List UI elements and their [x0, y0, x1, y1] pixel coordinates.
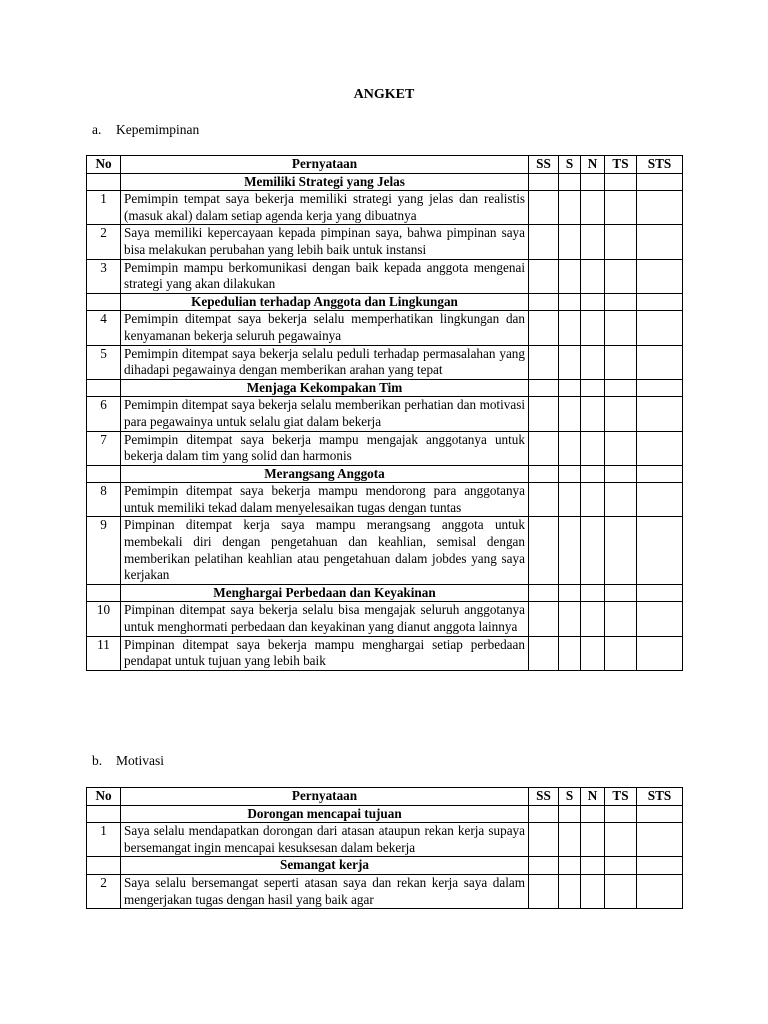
table-row	[87, 823, 683, 857]
answer-cell-sts[interactable]	[637, 483, 683, 517]
section-a-marker: a.	[92, 122, 102, 137]
answer-cell-ss[interactable]	[529, 517, 559, 584]
answer-cell-n[interactable]	[581, 431, 605, 465]
answer-cell-ts[interactable]	[605, 311, 637, 345]
answer-cell-n[interactable]	[581, 345, 605, 379]
group-row	[87, 465, 683, 483]
answer-cell-ss[interactable]	[529, 259, 559, 293]
statement-text: Pemimpin ditempat saya bekerja mampu mengajak anggotanya untuk bekerja dalam tim yang solid dan harmonis	[121, 431, 529, 465]
statement-text: Pemimpin ditempat saya bekerja mampu mendorong para anggotanya untuk memiliki tekad dalam menyelesaikan tugas dengan tuntas	[121, 483, 529, 517]
item-number: 2	[87, 874, 121, 908]
column-header-sts: STS	[637, 156, 683, 174]
answer-cell-sts[interactable]	[637, 191, 683, 225]
item-number: 1	[87, 191, 121, 225]
group-row	[87, 584, 683, 602]
questionnaire-table-kepemimpinan	[86, 155, 683, 671]
statement-text: Pemimpin mampu berkomunikasi dengan baik kepada anggota mengenai strategi yang akan dilakukan	[121, 259, 529, 293]
group-answer-cell	[559, 173, 581, 191]
group-answer-cell	[559, 293, 581, 311]
answer-cell-sts[interactable]	[637, 602, 683, 636]
answer-cell-sts[interactable]	[637, 345, 683, 379]
item-number: 11	[87, 636, 121, 670]
group-answer-cell	[605, 465, 637, 483]
answer-cell-sts[interactable]	[637, 517, 683, 584]
answer-cell-s[interactable]	[559, 431, 581, 465]
answer-cell-ss[interactable]	[529, 431, 559, 465]
group-row	[87, 173, 683, 191]
answer-cell-s[interactable]	[559, 259, 581, 293]
group-number-cell	[87, 293, 121, 311]
answer-cell-n[interactable]	[581, 259, 605, 293]
column-header-n: N	[581, 156, 605, 174]
group-answer-cell	[637, 584, 683, 602]
statement-text: Pimpinan ditempat saya bekerja selalu bisa mengajak seluruh anggotanya untuk menghormati perbedaan dan keyakinan yang dianut anggota lainnya	[121, 602, 529, 636]
group-answer-cell	[605, 857, 637, 875]
group-title: Kepedulian terhadap Anggota dan Lingkungan	[121, 293, 529, 311]
group-answer-cell	[637, 379, 683, 397]
table-row	[87, 191, 683, 225]
group-row	[87, 293, 683, 311]
group-answer-cell	[605, 805, 637, 823]
column-header-statement: Pernyataan	[121, 156, 529, 174]
answer-cell-n[interactable]	[581, 225, 605, 259]
group-number-cell	[87, 465, 121, 483]
section-b-label	[92, 753, 164, 769]
table-row	[87, 345, 683, 379]
answer-cell-s[interactable]	[559, 397, 581, 431]
group-number-cell	[87, 173, 121, 191]
group-title: Menjaga Kekompakan Tim	[121, 379, 529, 397]
table-row	[87, 397, 683, 431]
answer-cell-ss[interactable]	[529, 191, 559, 225]
table-row	[87, 259, 683, 293]
answer-cell-sts[interactable]	[637, 431, 683, 465]
group-answer-cell	[529, 173, 559, 191]
group-answer-cell	[581, 584, 605, 602]
group-answer-cell	[529, 379, 559, 397]
statement-text: Pimpinan ditempat kerja saya mampu merangsang anggota untuk membekali diri dengan pengetahuan dan keahlian, semisal dengan memberikan pelatihan keahlian atau pengetahuan dalam jobdes yang saya kerjakan	[121, 517, 529, 584]
group-answer-cell	[637, 173, 683, 191]
column-header-s: S	[559, 788, 581, 806]
group-answer-cell	[529, 857, 559, 875]
group-title: Dorongan mencapai tujuan	[121, 805, 529, 823]
group-answer-cell	[605, 584, 637, 602]
answer-cell-s[interactable]	[559, 483, 581, 517]
section-a-label	[92, 122, 199, 138]
answer-cell-ss[interactable]	[529, 483, 559, 517]
statement-text: Saya selalu bersemangat seperti atasan saya dan rekan kerja saya dalam mengerjakan tugas dengan hasil yang baik agar	[121, 874, 529, 908]
answer-cell-ts[interactable]	[605, 874, 637, 908]
answer-cell-s[interactable]	[559, 191, 581, 225]
group-answer-cell	[581, 173, 605, 191]
statement-text: Pemimpin ditempat saya bekerja selalu memperhatikan lingkungan dan kenyamanan bekerja seluruh pegawainya	[121, 311, 529, 345]
group-answer-cell	[559, 584, 581, 602]
statement-text: Saya memiliki kepercayaan kepada pimpinan saya, bahwa pimpinan saya bisa melakukan perubahan yang lebih baik untuk instansi	[121, 225, 529, 259]
column-header-statement: Pernyataan	[121, 788, 529, 806]
column-header-no: No	[87, 788, 121, 806]
group-title: Merangsang Anggota	[121, 465, 529, 483]
group-answer-cell	[605, 293, 637, 311]
answer-cell-s[interactable]	[559, 517, 581, 584]
column-header-ts: TS	[605, 788, 637, 806]
item-number: 3	[87, 259, 121, 293]
table-row	[87, 225, 683, 259]
group-number-cell	[87, 857, 121, 875]
item-number: 4	[87, 311, 121, 345]
answer-cell-ts[interactable]	[605, 191, 637, 225]
answer-cell-ss[interactable]	[529, 311, 559, 345]
column-header-n: N	[581, 788, 605, 806]
table-row	[87, 517, 683, 584]
answer-cell-sts[interactable]	[637, 823, 683, 857]
answer-cell-n[interactable]	[581, 517, 605, 584]
answer-cell-sts[interactable]	[637, 225, 683, 259]
group-answer-cell	[529, 465, 559, 483]
column-header-no: No	[87, 156, 121, 174]
item-number: 9	[87, 517, 121, 584]
answer-cell-ss[interactable]	[529, 602, 559, 636]
answer-cell-ts[interactable]	[605, 823, 637, 857]
answer-cell-n[interactable]	[581, 191, 605, 225]
answer-cell-s[interactable]	[559, 225, 581, 259]
answer-cell-n[interactable]	[581, 397, 605, 431]
group-title: Menghargai Perbedaan dan Keyakinan	[121, 584, 529, 602]
group-answer-cell	[637, 465, 683, 483]
answer-cell-sts[interactable]	[637, 397, 683, 431]
answer-cell-n[interactable]	[581, 636, 605, 670]
group-number-cell	[87, 584, 121, 602]
table-row	[87, 636, 683, 670]
column-header-sts: STS	[637, 788, 683, 806]
column-header-s: S	[559, 156, 581, 174]
item-number: 8	[87, 483, 121, 517]
column-header-ss: SS	[529, 788, 559, 806]
answer-cell-ts[interactable]	[605, 483, 637, 517]
group-answer-cell	[605, 379, 637, 397]
answer-cell-ss[interactable]	[529, 874, 559, 908]
group-row	[87, 805, 683, 823]
item-number: 1	[87, 823, 121, 857]
answer-cell-sts[interactable]	[637, 636, 683, 670]
column-header-ss: SS	[529, 156, 559, 174]
answer-cell-s[interactable]	[559, 311, 581, 345]
answer-cell-s[interactable]	[559, 602, 581, 636]
table-header-row	[87, 788, 683, 806]
item-number: 7	[87, 431, 121, 465]
answer-cell-ss[interactable]	[529, 823, 559, 857]
column-header-ts: TS	[605, 156, 637, 174]
table-row	[87, 602, 683, 636]
item-number: 10	[87, 602, 121, 636]
section-a-title: Kepemimpinan	[116, 122, 200, 137]
group-answer-cell	[637, 293, 683, 311]
answer-cell-n[interactable]	[581, 483, 605, 517]
item-number: 6	[87, 397, 121, 431]
answer-cell-sts[interactable]	[637, 311, 683, 345]
group-answer-cell	[529, 805, 559, 823]
group-number-cell	[87, 805, 121, 823]
item-number: 5	[87, 345, 121, 379]
answer-cell-ss[interactable]	[529, 225, 559, 259]
answer-cell-s[interactable]	[559, 636, 581, 670]
group-answer-cell	[581, 293, 605, 311]
group-answer-cell	[559, 465, 581, 483]
table-header-row	[87, 156, 683, 174]
answer-cell-ss[interactable]	[529, 345, 559, 379]
answer-cell-ts[interactable]	[605, 259, 637, 293]
section-b-title: Motivasi	[116, 753, 165, 768]
group-title: Memiliki Strategi yang Jelas	[121, 173, 529, 191]
answer-cell-sts[interactable]	[637, 259, 683, 293]
statement-text: Pemimpin tempat saya bekerja memiliki strategi yang jelas dan realistis (masuk akal) dalam setiap agenda kerja yang dibuatnya	[121, 191, 529, 225]
answer-cell-ts[interactable]	[605, 431, 637, 465]
page-title: ANGKET	[353, 87, 415, 102]
statement-text: Saya selalu mendapatkan dorongan dari atasan ataupun rekan kerja supaya bersemangat ingin mencapai kesuksesan dalam bekerja	[121, 823, 529, 857]
answer-cell-ss[interactable]	[529, 397, 559, 431]
section-b-marker: b.	[92, 753, 103, 768]
group-answer-cell	[637, 805, 683, 823]
answer-cell-n[interactable]	[581, 311, 605, 345]
answer-cell-ts[interactable]	[605, 602, 637, 636]
group-answer-cell	[581, 379, 605, 397]
group-answer-cell	[581, 805, 605, 823]
group-answer-cell	[559, 805, 581, 823]
group-answer-cell	[637, 857, 683, 875]
questionnaire-table-motivasi	[86, 787, 683, 909]
answer-cell-ts[interactable]	[605, 397, 637, 431]
table-row	[87, 874, 683, 908]
group-answer-cell	[605, 173, 637, 191]
group-answer-cell	[581, 857, 605, 875]
statement-text: Pimpinan ditempat saya bekerja mampu menghargai setiap perbedaan pendapat untuk tujuan yang lebih baik	[121, 636, 529, 670]
answer-cell-ts[interactable]	[605, 517, 637, 584]
table-row	[87, 311, 683, 345]
item-number: 2	[87, 225, 121, 259]
table-row	[87, 431, 683, 465]
answer-cell-ts[interactable]	[605, 345, 637, 379]
group-answer-cell	[559, 857, 581, 875]
group-answer-cell	[529, 584, 559, 602]
answer-cell-n[interactable]	[581, 823, 605, 857]
answer-cell-ss[interactable]	[529, 636, 559, 670]
group-answer-cell	[529, 293, 559, 311]
answer-cell-s[interactable]	[559, 874, 581, 908]
answer-cell-n[interactable]	[581, 874, 605, 908]
table-row	[87, 483, 683, 517]
group-number-cell	[87, 379, 121, 397]
answer-cell-s[interactable]	[559, 823, 581, 857]
group-answer-cell	[581, 465, 605, 483]
statement-text: Pemimpin ditempat saya bekerja selalu memberikan perhatian dan motivasi para pegawainya untuk selalu giat dalam bekerja	[121, 397, 529, 431]
statement-text: Pemimpin ditempat saya bekerja selalu peduli terhadap permasalahan yang dihadapi pegawainya dengan memberikan arahan yang tepat	[121, 345, 529, 379]
answer-cell-sts[interactable]	[637, 874, 683, 908]
answer-cell-n[interactable]	[581, 602, 605, 636]
answer-cell-s[interactable]	[559, 345, 581, 379]
group-row	[87, 857, 683, 875]
group-title: Semangat kerja	[121, 857, 529, 875]
group-answer-cell	[559, 379, 581, 397]
answer-cell-ts[interactable]	[605, 225, 637, 259]
answer-cell-ts[interactable]	[605, 636, 637, 670]
group-row	[87, 379, 683, 397]
